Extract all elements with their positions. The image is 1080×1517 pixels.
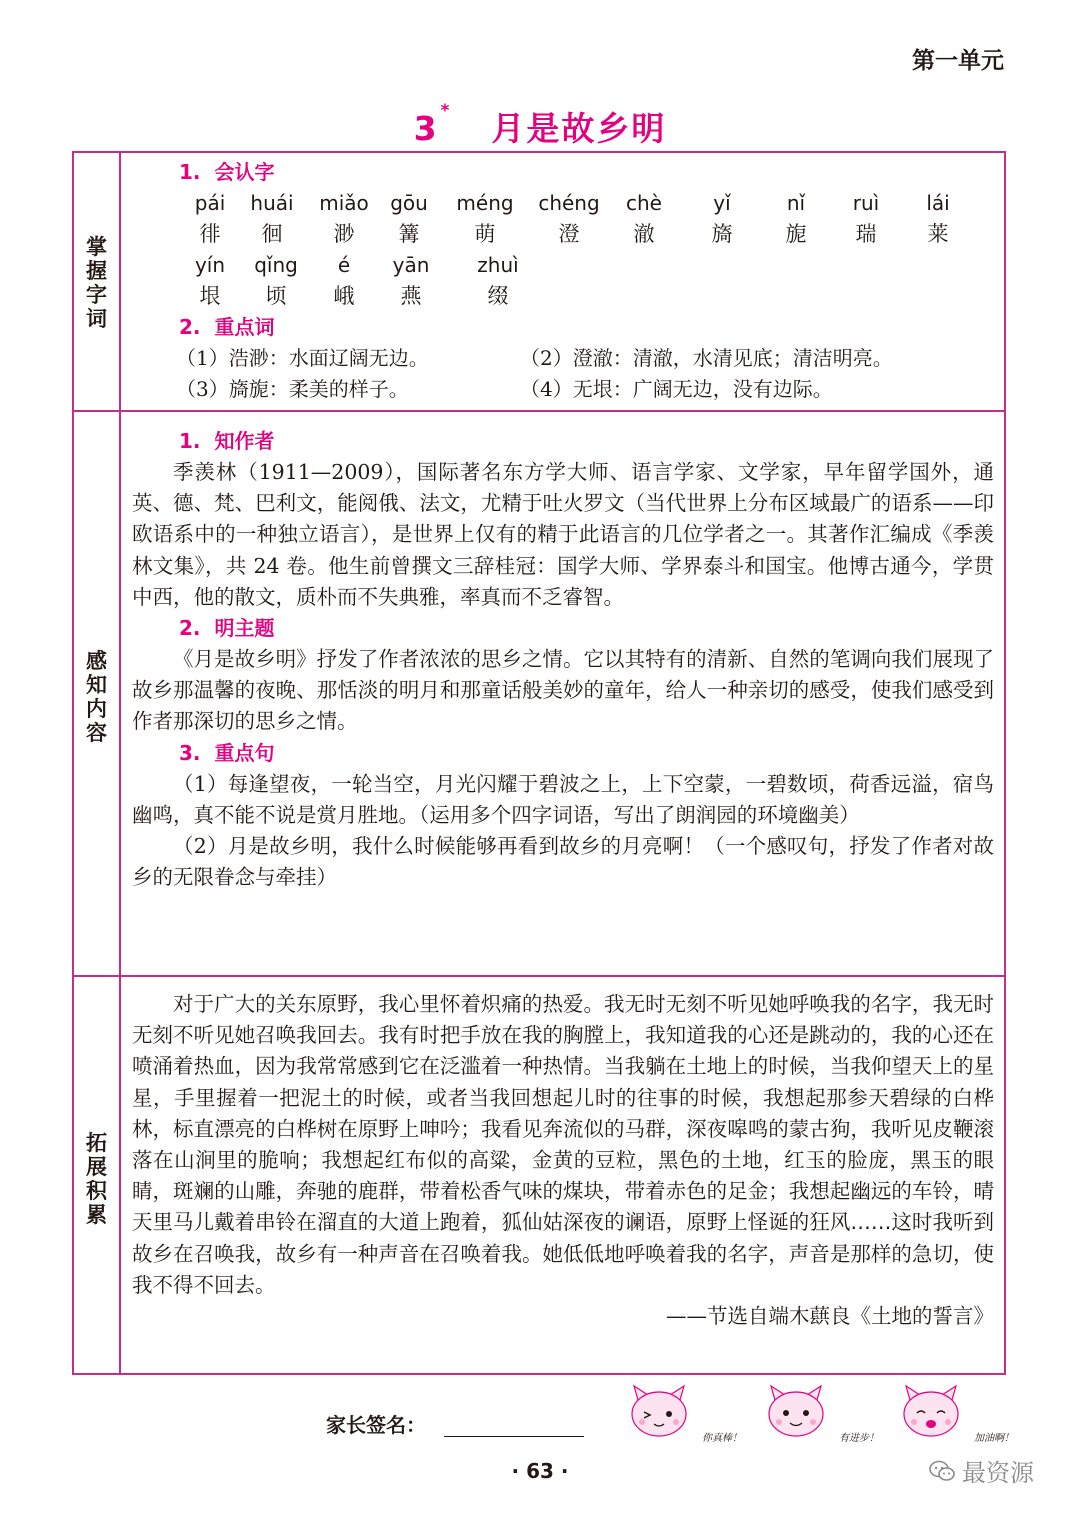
- wechat-icon: [928, 1459, 956, 1489]
- unit-label: 第一单元: [912, 48, 1004, 74]
- term-item: （2）澄澈：清澈，水清见底；清洁明亮。: [520, 346, 893, 370]
- char: 峨: [333, 284, 355, 308]
- char: 徘: [199, 222, 221, 246]
- char: 缀: [487, 284, 509, 308]
- watermark-text: 最资源: [962, 1459, 1034, 1487]
- lesson-mark: *: [440, 101, 452, 121]
- section-divider: [74, 975, 1004, 977]
- pinyin-row: [132, 188, 994, 219]
- parent-signature-label: 家长签名：: [326, 1413, 426, 1437]
- char: 萌: [474, 222, 496, 246]
- sticker-great: 你真棒！: [624, 1382, 744, 1448]
- lesson-title: [0, 103, 1080, 150]
- key-sentence-2: （2）月是故乡明，我什么时候能够再看到故乡的月亮啊！（一个感叹句，抒发了作者对故乡的无限眷念与牵挂）: [132, 834, 995, 890]
- pinyin: yǐ: [713, 191, 731, 215]
- content-frame: [72, 151, 1006, 1375]
- heading-recognize-chars: 1. 会认字: [179, 160, 275, 184]
- section-perceive-content: [132, 426, 994, 893]
- char: 旖: [711, 222, 733, 246]
- section-divider: [74, 410, 1004, 412]
- pinyin-row: [132, 250, 994, 281]
- excerpt-paragraph: 对于广大的关东原野，我心里怀着炽痛的热爱。我无时无刻不听见她呼唤我的名字，我无时无刻不听见她召唤我回去。我有时把手放在我的胸膛上，我知道我的心还是跳动的，我的心还在喷涌着热血，因为我常常感到它在泛滥着一种热情。当我躺在土地上的时候，当我仰望天上的星星，手里握着一把泥土的时候，或者当我回想起儿时的往事的时候，我想起那参天碧绿的白桦林，标直漂亮的白桦树在原野上呻吟；我看见奔流似的马群，深夜嗥鸣的蒙古狗，我听见皮鞭滚落在山涧里的脆响；我想起红布似的高粱，金黄的豆粒，黑色的土地，红玉的脸庞，黑玉的眼睛，斑斓的山雕，奔驰的鹿群，带着松香气味的煤块，带着赤色的足金；我想起幽远的车铃，晴天里马儿戴着串铃在溜直的大道上跑着，狐仙姑深夜的谰语，原野上怪诞的狂风……这时我听到故乡在召唤我，故乡有一种声音在召唤着我。她低低地呼唤着我的名字，声音是那样的急切，使我不得不回去。: [132, 992, 994, 1297]
- pinyin: yān: [392, 253, 430, 277]
- char: 渺: [333, 222, 355, 246]
- term-row: [132, 343, 994, 374]
- encouragement-stickers: [624, 1382, 1024, 1452]
- pinyin: chéng: [538, 191, 600, 215]
- cat-icon: [624, 1382, 694, 1442]
- section-master-words: [132, 157, 994, 405]
- char-row: [132, 219, 994, 250]
- term-item: （3）旖旎：柔美的样子。: [176, 377, 409, 401]
- char: 瑞: [855, 222, 877, 246]
- char-row: [132, 281, 994, 312]
- heading-key-words: 2. 重点词: [179, 315, 275, 339]
- pinyin: zhuì: [477, 253, 519, 277]
- section-label-extension: 拓 展 积 累: [86, 1131, 107, 1227]
- page-number: · 63 ·: [511, 1459, 569, 1483]
- char: 燕: [400, 284, 422, 308]
- section-sidebar: [74, 153, 121, 1373]
- pinyin: méng: [456, 191, 514, 215]
- lesson-number: 3: [413, 109, 439, 148]
- sticker-cheer: 加油啊！: [896, 1382, 1016, 1448]
- theme-paragraph: 《月是故乡明》抒发了作者浓浓的思乡之情。它以其特有的清新、自然的笔调向我们展现了故乡那温馨的夜晚、那恬淡的明月和那童话般美妙的童年，给人一种亲切的感受，使我们感受到作者那深切的思乡之情。: [132, 647, 994, 734]
- pinyin: nǐ: [786, 191, 806, 215]
- pinyin: huái: [250, 191, 294, 215]
- pinyin: yín: [194, 253, 226, 277]
- char: 顷: [265, 284, 287, 308]
- heading-theme: 2. 明主题: [179, 616, 275, 641]
- char: 垠: [199, 284, 221, 308]
- section-extension: [132, 989, 994, 1332]
- char: 莱: [927, 222, 949, 246]
- author-paragraph: 季羡林（1911—2009），国际著名东方学大师、语言学家、文学家，早年留学国外，通英、德、梵、巴利文，能阅俄、法文，尤精于吐火罗文（当代世界上分布区域最广的语系——印欧语系中的一种独立语言），是世界上仅有的精于此语言的几位学者之一。其著作汇编成《季羡林文集》，共 24 卷。他生前曾撰文三辞桂冠：国学大师、学界泰斗和国宝。他博古通今，学贯中西，他的散文，质朴而不失典雅，率真而不乏睿智。: [132, 460, 994, 609]
- key-sentence-1: （1）每逢望夜，一轮当空，月光闪耀于碧波之上，上下空蒙，一碧数顷，荷香远溢，宿鸟幽鸣，真不能不说是赏月胜地。（运用多个四字词语，写出了朗润园的环境幽美）: [132, 771, 995, 827]
- term-row: [132, 374, 994, 405]
- char: 澄: [558, 222, 580, 246]
- excerpt-source: ——节选自端木蕻良《土地的誓言》: [666, 1304, 994, 1329]
- pinyin: é: [337, 253, 351, 277]
- pinyin: pái: [194, 191, 226, 215]
- term-item: （1）浩渺：水面辽阔无边。: [176, 346, 429, 370]
- pinyin: lái: [926, 191, 950, 215]
- char: 澈: [633, 222, 655, 246]
- heading-key-sentences: 3. 重点句: [179, 740, 275, 765]
- pinyin: ruì: [852, 191, 880, 215]
- lesson-name: 月是故乡明: [491, 109, 667, 148]
- char: 旎: [785, 222, 807, 246]
- char: 徊: [261, 222, 283, 246]
- char: 篝: [398, 222, 420, 246]
- heading-know-author: 1. 知作者: [179, 429, 275, 453]
- pinyin: miǎo: [319, 191, 369, 215]
- signature-line[interactable]: [444, 1436, 584, 1437]
- pinyin: chè: [626, 191, 662, 215]
- sticker-progress: 有进步！: [761, 1382, 881, 1448]
- section-label-perceive-content: 感 知 内 容: [86, 649, 107, 745]
- pinyin: gōu: [390, 191, 428, 215]
- cat-icon: [896, 1382, 966, 1442]
- section-label-master-words: 掌 握 字 词: [86, 235, 107, 331]
- pinyin: qǐng: [254, 253, 298, 277]
- cat-icon: [761, 1382, 831, 1442]
- term-item: （4）无垠：广阔无边，没有边际。: [520, 377, 833, 401]
- watermark: [928, 1453, 1034, 1489]
